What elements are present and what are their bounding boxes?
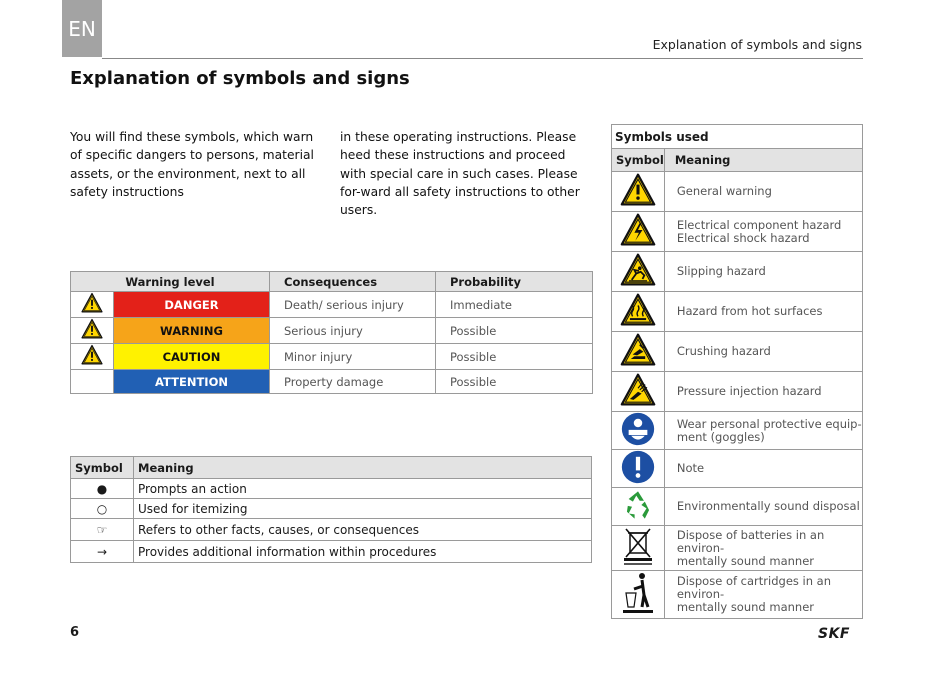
symbols-used-title: Symbols used (612, 125, 863, 149)
table-header-row (71, 457, 592, 479)
skf-logo: SKF (818, 626, 850, 642)
crushing-hazard-icon (612, 332, 665, 372)
symbol-glyph: ○ (71, 499, 134, 519)
language-tab: EN (62, 0, 102, 57)
table-row (71, 344, 593, 370)
symbol-meaning: Crushing hazard (664, 332, 862, 372)
header-divider (102, 58, 863, 59)
table-header-row (612, 149, 863, 172)
probability-cell: Possible (436, 370, 593, 394)
table-row (71, 479, 592, 499)
symbol-meaning: Slipping hazard (664, 252, 862, 292)
table-row (612, 252, 863, 292)
pressure-injection-icon (612, 372, 665, 412)
table-row (71, 499, 592, 519)
slipping-hazard-icon (612, 252, 665, 292)
col-header-probability: Probability (436, 272, 593, 292)
table-row (612, 212, 863, 252)
recycling-icon (612, 488, 665, 526)
warning-triangle-icon (71, 344, 114, 370)
table-header-row (71, 272, 593, 292)
symbols-used-title-row (612, 125, 863, 149)
general-warning-icon (612, 172, 665, 212)
consequence-cell: Property damage (270, 370, 436, 394)
warning-level-label: ATTENTION (114, 370, 270, 394)
symbol-meaning: Provides additional information within procedures (134, 541, 592, 563)
col-header-meaning: Meaning (664, 149, 862, 172)
symbol-meaning: Wear personal protective equip- ment (goggles) (664, 412, 862, 450)
symbol-meaning: Environmentally sound disposal (664, 488, 862, 526)
symbol-meaning: General warning (664, 172, 862, 212)
table-row (612, 292, 863, 332)
table-row (612, 571, 863, 619)
table-row (612, 526, 863, 571)
table-row (612, 332, 863, 372)
col-header-consequences: Consequences (270, 272, 436, 292)
electrical-hazard-icon (612, 212, 665, 252)
consequence-cell: Death/ serious injury (270, 292, 436, 318)
symbol-glyph: → (71, 541, 134, 563)
intro-text-left: You will find these symbols, which warn of specific dangers to persons, material assets, or the environment, next to all safety instructions (70, 130, 314, 199)
table-row (612, 372, 863, 412)
warning-level-label: DANGER (114, 292, 270, 318)
battery-disposal-icon (612, 526, 665, 571)
symbol-glyph: ● (71, 479, 134, 499)
symbol-meaning: Dispose of cartridges in an environ- mentally sound manner (664, 571, 862, 619)
table-row (71, 370, 593, 394)
warning-triangle-icon (71, 318, 114, 344)
table-row (612, 172, 863, 212)
note-icon (612, 450, 665, 488)
warning-levels-table (70, 271, 593, 394)
symbol-meaning: Dispose of batteries in an environ- mentally sound manner (664, 526, 862, 571)
empty-icon-cell (71, 370, 114, 394)
cartridge-disposal-icon (612, 571, 665, 619)
col-header-symbol: Symbol (612, 149, 665, 172)
symbols-used-table (611, 124, 863, 619)
symbol-meaning: Hazard from hot surfaces (664, 292, 862, 332)
table-row (71, 318, 593, 344)
table-row (612, 412, 863, 450)
symbol-meaning: Prompts an action (134, 479, 592, 499)
table-row (71, 541, 592, 563)
symbol-glyph: ☞ (71, 519, 134, 541)
col-header-warning-level: Warning level (71, 272, 270, 292)
symbol-meaning-table (70, 456, 592, 563)
probability-cell: Immediate (436, 292, 593, 318)
page-title: Explanation of symbols and signs (70, 68, 410, 89)
col-header-symbol: Symbol (71, 457, 134, 479)
symbol-meaning: Pressure injection hazard (664, 372, 862, 412)
running-header: Explanation of symbols and signs (652, 37, 862, 52)
symbol-meaning: Note (664, 450, 862, 488)
col-header-meaning: Meaning (134, 457, 592, 479)
symbol-meaning: Electrical component hazard Electrical shock hazard (664, 212, 862, 252)
probability-cell: Possible (436, 344, 593, 370)
page-number: 6 (70, 625, 80, 640)
consequence-cell: Minor injury (270, 344, 436, 370)
warning-level-label: WARNING (114, 318, 270, 344)
symbol-meaning: Refers to other facts, causes, or consequences (134, 519, 592, 541)
table-row (612, 488, 863, 526)
intro-text-right: in these operating instructions. Please heed these instructions and proceed with special care in such cases. Please for-ward all safety instructions to other users. (340, 130, 580, 218)
table-row (612, 450, 863, 488)
table-row (71, 292, 593, 318)
goggles-icon (612, 412, 665, 450)
table-row (71, 519, 592, 541)
warning-triangle-icon (71, 292, 114, 318)
consequence-cell: Serious injury (270, 318, 436, 344)
symbol-meaning: Used for itemizing (134, 499, 592, 519)
hot-surface-icon (612, 292, 665, 332)
warning-level-label: CAUTION (114, 344, 270, 370)
probability-cell: Possible (436, 318, 593, 344)
